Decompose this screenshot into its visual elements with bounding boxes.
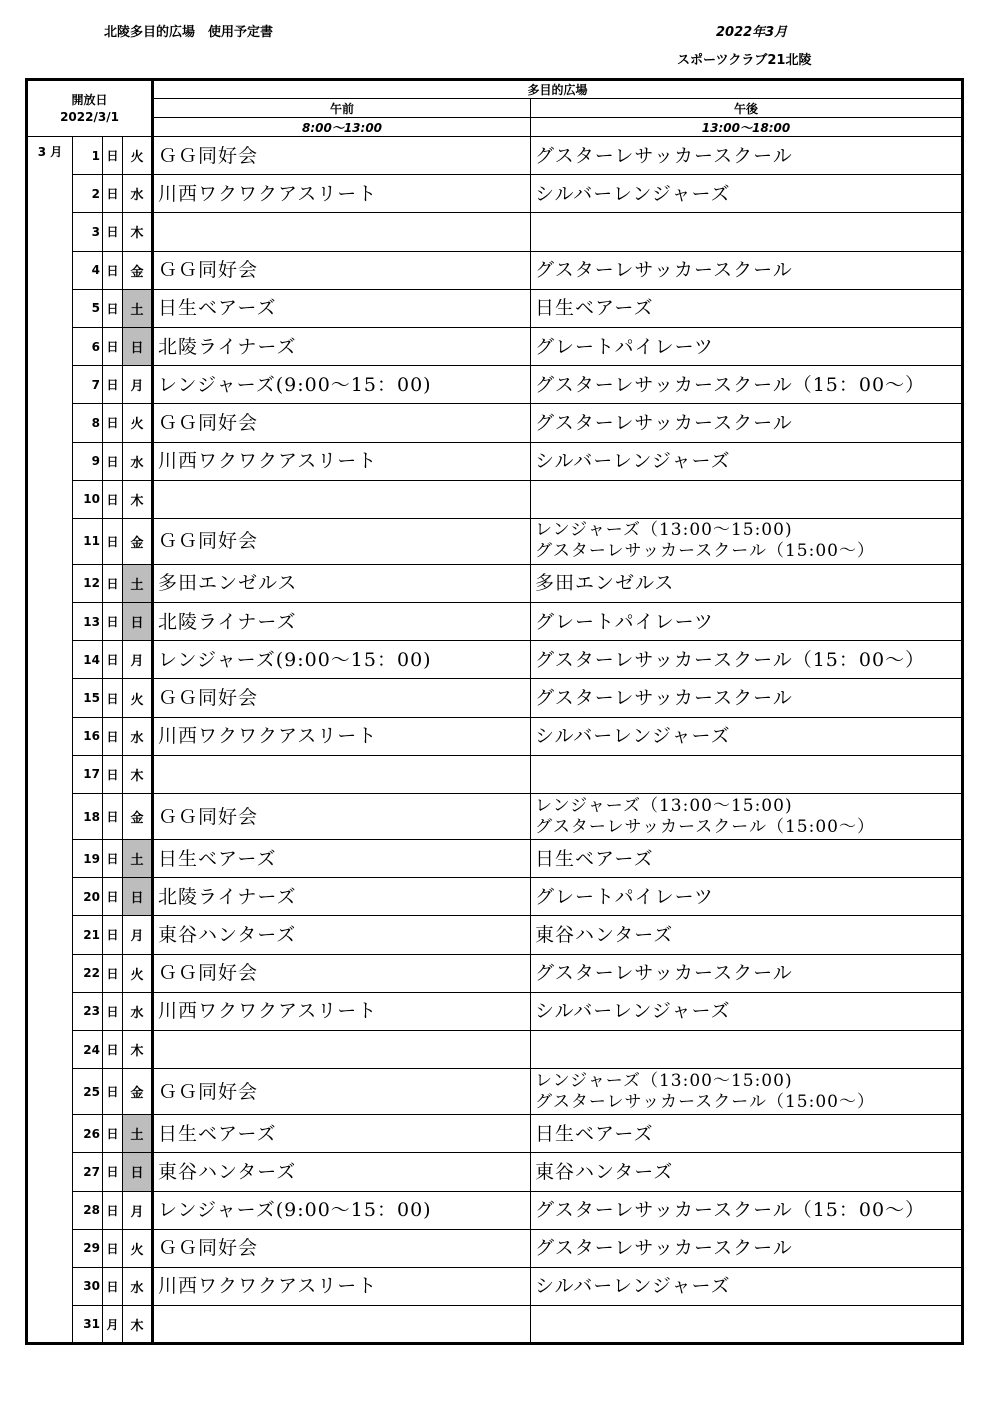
pm-booking-line: 日生ベアーズ: [535, 1122, 654, 1145]
schedule-row: [27, 755, 963, 793]
pm-booking-line: グスターレサッカースクール: [535, 962, 793, 985]
weekday: 金: [123, 251, 153, 289]
weekday: 水: [123, 717, 153, 755]
pm-booking-line: レンジャーズ（13:00～15:00): [535, 795, 793, 816]
schedule-row: [27, 175, 963, 213]
day-unit: 日: [103, 794, 123, 840]
pm-booking: [531, 1191, 963, 1229]
pm-booking-line: 東谷ハンターズ: [535, 923, 674, 946]
day-unit: 日: [103, 603, 123, 641]
pm-booking: [531, 213, 963, 251]
am-booking: 東谷ハンターズ: [153, 1153, 531, 1191]
schedule-row: [27, 404, 963, 442]
pm-booking: [531, 1153, 963, 1191]
pm-booking: [531, 175, 963, 213]
pm-booking-line: グスターレサッカースクール（15：00～）: [535, 1199, 926, 1222]
day-number: 1: [73, 137, 103, 175]
am-time-header: 8:00～13:00: [153, 118, 531, 137]
schedule-row: [27, 679, 963, 717]
am-booking: ＧＧ同好会: [153, 1229, 531, 1267]
am-booking: 北陵ライナーズ: [153, 603, 531, 641]
pm-booking: [531, 840, 963, 878]
pm-booking: [531, 518, 963, 564]
schedule-row: [27, 213, 963, 251]
day-unit: 日: [103, 1191, 123, 1229]
day-unit: 日: [103, 289, 123, 327]
weekday: 金: [123, 794, 153, 840]
am-booking: ＧＧ同好会: [153, 794, 531, 840]
day-unit: 日: [103, 1229, 123, 1267]
header-row-venue: [27, 80, 963, 99]
schedule-row: [27, 1115, 963, 1153]
weekday: 水: [123, 1267, 153, 1305]
am-booking: ＧＧ同好会: [153, 518, 531, 564]
am-booking: 北陵ライナーズ: [153, 878, 531, 916]
pm-booking-line: 日生ベアーズ: [535, 297, 654, 320]
weekday: 火: [123, 1229, 153, 1267]
schedule-row: [27, 878, 963, 916]
day-unit: 日: [103, 564, 123, 602]
pm-booking: [531, 641, 963, 679]
day-unit: 日: [103, 755, 123, 793]
day-unit: 日: [103, 1115, 123, 1153]
weekday: 水: [123, 992, 153, 1030]
month-label: 3 月: [27, 137, 73, 1344]
am-booking: 川西ワクワクアスリート: [153, 442, 531, 480]
pm-booking-line: レンジャーズ（13:00～15:00): [535, 1070, 793, 1091]
pm-booking: [531, 794, 963, 840]
am-booking: 多田エンゼルス: [153, 564, 531, 602]
day-number: 15: [73, 679, 103, 717]
schedule-month: 2022年3月: [716, 25, 788, 40]
day-unit: 日: [103, 213, 123, 251]
pm-booking: [531, 717, 963, 755]
open-day-date: 2022/3/1: [60, 109, 119, 124]
weekday: 土: [123, 840, 153, 878]
am-header: 午前: [153, 99, 531, 118]
am-booking: 川西ワクワクアスリート: [153, 1267, 531, 1305]
pm-booking-line: グレートパイレーツ: [535, 335, 714, 358]
club-name: スポーツクラブ21北陵: [677, 53, 812, 68]
pm-booking: [531, 137, 963, 175]
day-number: 8: [73, 404, 103, 442]
day-number: 31: [73, 1306, 103, 1344]
pm-booking-line: シルバーレンジャーズ: [535, 450, 731, 473]
am-booking: [153, 755, 531, 793]
am-booking: 川西ワクワクアスリート: [153, 992, 531, 1030]
schedule-table: [25, 78, 964, 1345]
pm-booking-line: グスターレサッカースクール（15：00～）: [535, 648, 926, 671]
day-number: 7: [73, 366, 103, 404]
day-unit: 日: [103, 480, 123, 518]
day-number: 28: [73, 1191, 103, 1229]
day-unit: 日: [103, 840, 123, 878]
header-row-time: [27, 118, 963, 137]
venue-header: 多目的広場: [153, 80, 963, 99]
pm-booking-line: グレートパイレーツ: [535, 610, 714, 633]
schedule-row: [27, 366, 963, 404]
am-booking: ＧＧ同好会: [153, 679, 531, 717]
pm-booking-line: グスターレサッカースクール: [535, 1237, 793, 1260]
am-booking: レンジャーズ(9:00～15：00): [153, 1191, 531, 1229]
schedule-row: [27, 327, 963, 365]
day-unit: 日: [103, 717, 123, 755]
schedule-row: [27, 603, 963, 641]
day-unit: 日: [103, 916, 123, 954]
day-number: 14: [73, 641, 103, 679]
day-unit: 日: [103, 251, 123, 289]
weekday: 木: [123, 1306, 153, 1344]
day-unit: 日: [103, 679, 123, 717]
pm-booking-line: グスターレサッカースクール: [535, 687, 793, 710]
pm-booking: [531, 442, 963, 480]
am-booking: [153, 213, 531, 251]
am-booking: 川西ワクワクアスリート: [153, 175, 531, 213]
weekday: 日: [123, 1153, 153, 1191]
weekday: 土: [123, 564, 153, 602]
day-unit: 日: [103, 992, 123, 1030]
day-unit: 日: [103, 442, 123, 480]
day-unit: 日: [103, 175, 123, 213]
weekday: 月: [123, 916, 153, 954]
pm-booking: [531, 1229, 963, 1267]
am-booking: ＧＧ同好会: [153, 1069, 531, 1115]
weekday: 日: [123, 878, 153, 916]
pm-booking: [531, 1306, 963, 1344]
schedule-row: [27, 992, 963, 1030]
schedule-row: [27, 1153, 963, 1191]
weekday: 土: [123, 1115, 153, 1153]
pm-booking: [531, 1069, 963, 1115]
weekday: 日: [123, 603, 153, 641]
day-unit: 日: [103, 954, 123, 992]
weekday: 火: [123, 404, 153, 442]
pm-booking: [531, 564, 963, 602]
day-unit: 日: [103, 366, 123, 404]
day-number: 17: [73, 755, 103, 793]
weekday: 火: [123, 954, 153, 992]
day-number: 13: [73, 603, 103, 641]
pm-booking: [531, 289, 963, 327]
pm-booking: [531, 1267, 963, 1305]
schedule-row: [27, 137, 963, 175]
pm-booking-line: グスターレサッカースクール: [535, 259, 793, 282]
am-booking: レンジャーズ(9:00～15：00): [153, 641, 531, 679]
schedule-row: [27, 916, 963, 954]
weekday: 火: [123, 679, 153, 717]
pm-booking: [531, 1030, 963, 1068]
weekday: 木: [123, 480, 153, 518]
schedule-row: [27, 1267, 963, 1305]
day-number: 27: [73, 1153, 103, 1191]
schedule-row: [27, 1030, 963, 1068]
schedule-row: [27, 442, 963, 480]
weekday: 月: [123, 366, 153, 404]
pm-booking-line: レンジャーズ（13:00～15:00): [535, 520, 793, 541]
schedule-row: [27, 1306, 963, 1344]
schedule-row: [27, 794, 963, 840]
pm-booking: [531, 480, 963, 518]
am-booking: レンジャーズ(9:00～15：00): [153, 366, 531, 404]
weekday: 火: [123, 137, 153, 175]
schedule-row: [27, 518, 963, 564]
pm-booking-line: シルバーレンジャーズ: [535, 1000, 731, 1023]
day-number: 16: [73, 717, 103, 755]
pm-booking: [531, 366, 963, 404]
day-unit: 日: [103, 878, 123, 916]
schedule-row: [27, 954, 963, 992]
pm-booking: [531, 755, 963, 793]
weekday: 金: [123, 518, 153, 564]
pm-booking-line: グスターレサッカースクール（15：00～）: [535, 373, 926, 396]
am-booking: 日生ベアーズ: [153, 1115, 531, 1153]
day-unit: 日: [103, 1153, 123, 1191]
day-unit: 日: [103, 327, 123, 365]
am-booking: [153, 1030, 531, 1068]
day-number: 18: [73, 794, 103, 840]
open-day-header: [27, 80, 153, 137]
am-booking: ＧＧ同好会: [153, 251, 531, 289]
am-booking: 東谷ハンターズ: [153, 916, 531, 954]
am-booking: 日生ベアーズ: [153, 840, 531, 878]
day-number: 5: [73, 289, 103, 327]
day-number: 9: [73, 442, 103, 480]
day-unit: 日: [103, 404, 123, 442]
pm-time-header: 13:00～18:00: [531, 118, 963, 137]
day-number: 12: [73, 564, 103, 602]
weekday: 木: [123, 1030, 153, 1068]
pm-booking-line: 東谷ハンターズ: [535, 1160, 674, 1183]
header-row-period: [27, 99, 963, 118]
schedule-row: [27, 840, 963, 878]
day-number: 26: [73, 1115, 103, 1153]
weekday: 水: [123, 175, 153, 213]
schedule-row: [27, 641, 963, 679]
pm-booking-line: グスターレサッカースクール（15:00～）: [535, 816, 875, 837]
weekday: 土: [123, 289, 153, 327]
pm-booking: [531, 1115, 963, 1153]
pm-booking-line: グスターレサッカースクール（15:00～）: [535, 541, 875, 562]
day-unit: 日: [103, 137, 123, 175]
pm-booking: [531, 404, 963, 442]
open-day-label: 開放日: [71, 92, 108, 107]
day-number: 2: [73, 175, 103, 213]
weekday: 木: [123, 755, 153, 793]
document-title: 北陵多目的広場 使用予定書: [104, 25, 274, 40]
schedule-row: [27, 289, 963, 327]
day-number: 11: [73, 518, 103, 564]
day-unit: 日: [103, 518, 123, 564]
day-number: 10: [73, 480, 103, 518]
pm-booking: [531, 916, 963, 954]
pm-booking-line: グスターレサッカースクール: [535, 144, 793, 167]
schedule-row: [27, 717, 963, 755]
pm-booking-line: シルバーレンジャーズ: [535, 182, 731, 205]
am-booking: 川西ワクワクアスリート: [153, 717, 531, 755]
pm-booking: [531, 679, 963, 717]
weekday: 月: [123, 1191, 153, 1229]
day-unit: 月: [103, 1306, 123, 1344]
weekday: 水: [123, 442, 153, 480]
day-number: 3: [73, 213, 103, 251]
pm-booking: [531, 954, 963, 992]
day-number: 25: [73, 1069, 103, 1115]
am-booking: ＧＧ同好会: [153, 404, 531, 442]
day-number: 24: [73, 1030, 103, 1068]
day-unit: 日: [103, 1069, 123, 1115]
pm-booking-line: グスターレサッカースクール: [535, 411, 793, 434]
am-booking: [153, 480, 531, 518]
pm-booking: [531, 327, 963, 365]
day-number: 29: [73, 1229, 103, 1267]
am-booking: ＧＧ同好会: [153, 954, 531, 992]
day-number: 6: [73, 327, 103, 365]
pm-booking-line: グレートパイレーツ: [535, 885, 714, 908]
day-number: 4: [73, 251, 103, 289]
day-number: 21: [73, 916, 103, 954]
day-unit: 日: [103, 1030, 123, 1068]
schedule-row: [27, 480, 963, 518]
day-number: 30: [73, 1267, 103, 1305]
pm-booking-line: シルバーレンジャーズ: [535, 1275, 731, 1298]
am-booking: ＧＧ同好会: [153, 137, 531, 175]
pm-booking: [531, 878, 963, 916]
day-number: 19: [73, 840, 103, 878]
schedule-row: [27, 1069, 963, 1115]
day-unit: 日: [103, 641, 123, 679]
schedule-row: [27, 1229, 963, 1267]
pm-booking: [531, 251, 963, 289]
am-booking: 日生ベアーズ: [153, 289, 531, 327]
pm-booking-line: シルバーレンジャーズ: [535, 725, 731, 748]
am-booking: 北陵ライナーズ: [153, 327, 531, 365]
pm-header: 午後: [531, 99, 963, 118]
pm-booking: [531, 603, 963, 641]
weekday: 月: [123, 641, 153, 679]
pm-booking-line: 日生ベアーズ: [535, 847, 654, 870]
schedule-row: [27, 1191, 963, 1229]
weekday: 金: [123, 1069, 153, 1115]
day-number: 23: [73, 992, 103, 1030]
day-unit: 日: [103, 1267, 123, 1305]
day-number: 20: [73, 878, 103, 916]
day-number: 22: [73, 954, 103, 992]
pm-booking-line: 多田エンゼルス: [535, 572, 675, 595]
weekday: 日: [123, 327, 153, 365]
pm-booking-line: グスターレサッカースクール（15:00～）: [535, 1091, 875, 1112]
weekday: 木: [123, 213, 153, 251]
schedule-row: [27, 251, 963, 289]
am-booking: [153, 1306, 531, 1344]
schedule-row: [27, 564, 963, 602]
pm-booking: [531, 992, 963, 1030]
